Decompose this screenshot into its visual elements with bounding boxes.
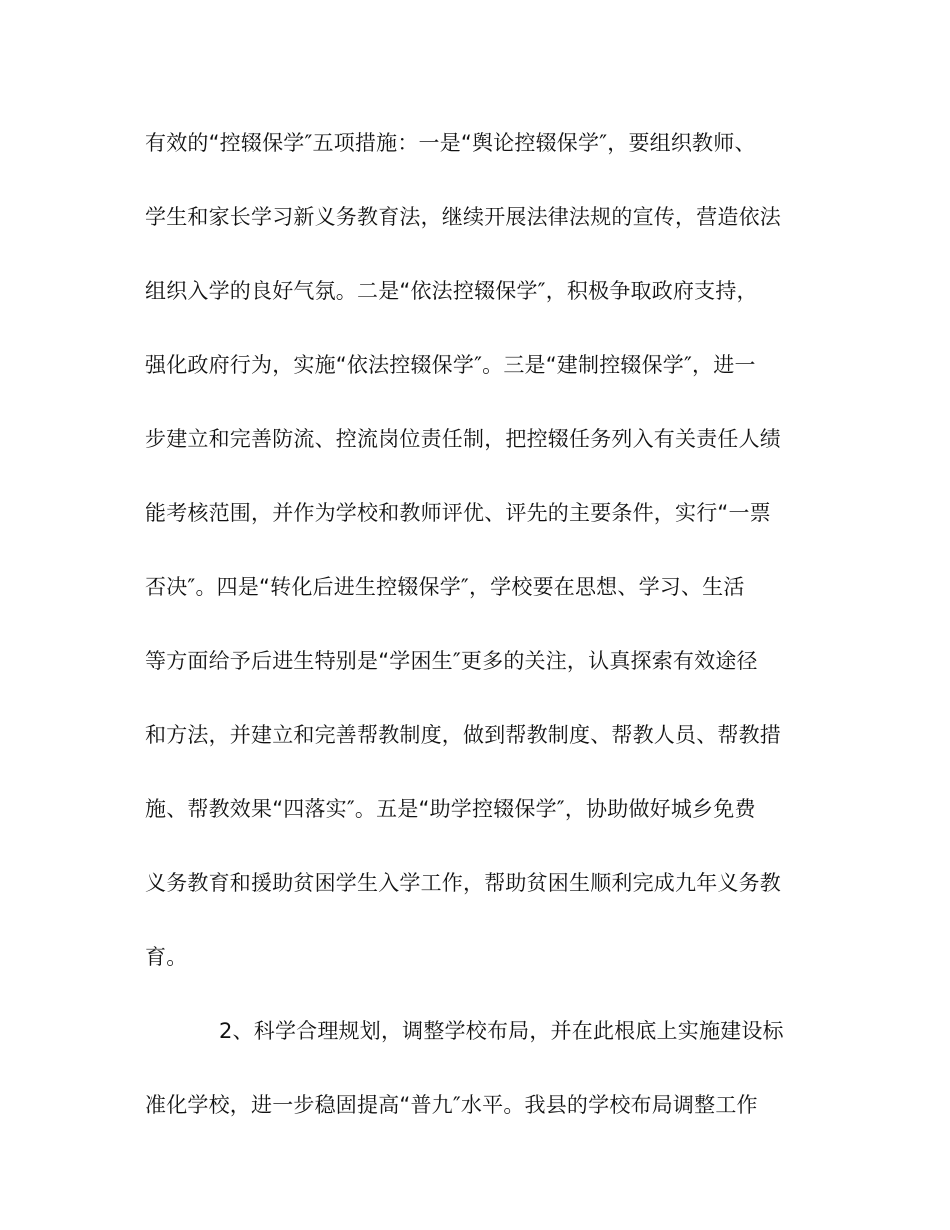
paragraph-line: 学生和家长学习新义务教育法，继续开展法律法规的宣传，营造依法 — [145, 205, 781, 229]
paragraph-line: 等方面给予后进生特别是“学困生″更多的关注，认真探索有效途径 — [145, 649, 758, 673]
paragraph-line: 准化学校，进一步稳固提高“普九″水平。我县的学校布局调整工作 — [145, 1093, 758, 1117]
paragraph-line: 能考核范围，并作为学校和教师评优、评先的主要条件，实行“一票 — [145, 501, 771, 525]
paragraph-line: 育。 — [145, 945, 188, 969]
paragraph-line: 强化政府行为，实施“依法控辍保学″。三是“建制控辍保学″，进一 — [145, 353, 756, 377]
paragraph-line: 有效的“控辍保学″五项措施：一是“舆论控辍保学″，要组织教师、 — [145, 131, 756, 155]
paragraph-line: 否决″。四是“转化后进生控辍保学″，学校要在思想、学习、生活 — [145, 575, 745, 599]
paragraph-line: 组织入学的良好气氛。二是“依法控辍保学″，积极争取政府支持， — [145, 279, 758, 303]
paragraph-line: 2、科学合理规划，调整学校布局，并在此根底上实施建设标 — [219, 1019, 784, 1043]
paragraph-line: 施、帮教效果“四落实″。五是“助学控辍保学″，协助做好城乡免费 — [145, 797, 756, 821]
paragraph-line: 步建立和完善防流、控流岗位责任制，把控辍任务列入有关责任人绩 — [145, 427, 781, 451]
paragraph-line: 和方法，并建立和完善帮教制度，做到帮教制度、帮教人员、帮教措 — [145, 723, 781, 747]
paragraph-line: 义务教育和援助贫困学生入学工作，帮助贫困生顺利完成九年义务教 — [145, 871, 781, 895]
